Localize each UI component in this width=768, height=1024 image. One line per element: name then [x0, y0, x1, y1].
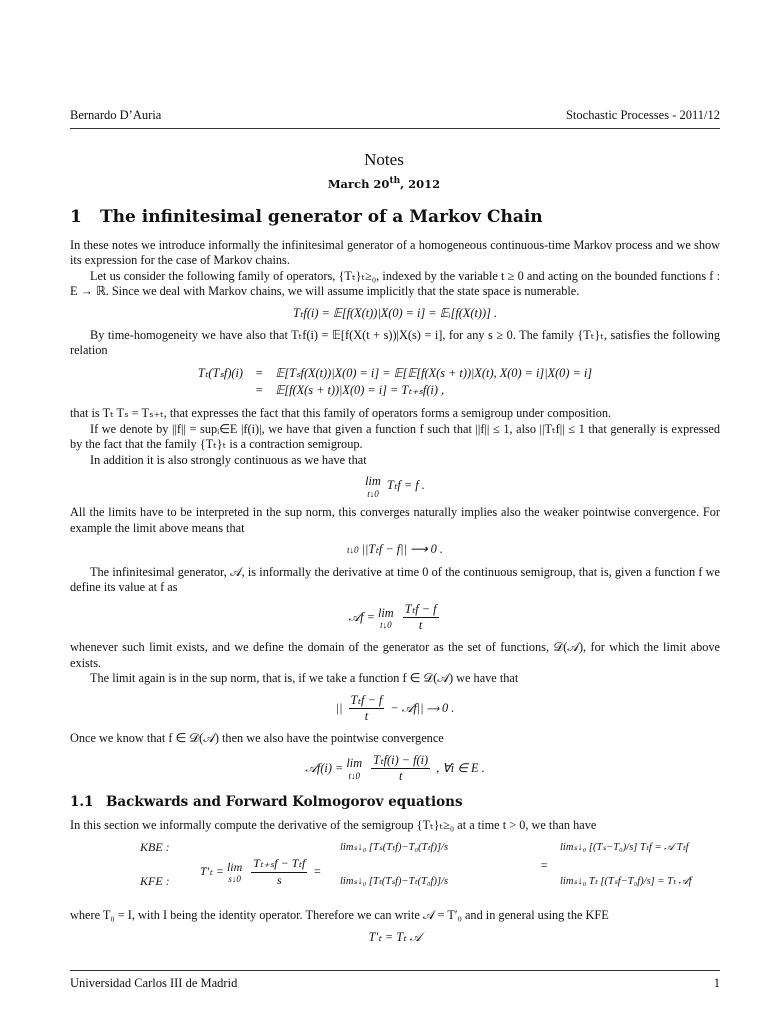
paragraph: The infinitesimal generator, 𝒜, is informally the derivative at time 0 of the continuous semigroup, that is, given a function f we define its value at f as	[70, 564, 720, 595]
arrow-label: t↓0	[347, 545, 359, 556]
equation	[70, 542, 720, 559]
running-footer	[70, 976, 720, 991]
eq-lhs: Tₜ(Tₛf)(i)	[197, 365, 244, 380]
equation	[70, 753, 720, 785]
paragraph: In this section we informally compute the derivative of the semigroup {Tₜ}ₜ≥₀ at a time t > 0, we than have	[70, 818, 597, 833]
eq-body: ||Tₜf − f|| ⟶ 0 .	[361, 542, 443, 557]
eq-rhs: 𝔼[Tₛf(X(t))|X(0) = i] = 𝔼[𝔼[f(X(s + t))|X(t), X(0) = i]|X(0) = i]	[275, 365, 593, 380]
kbe-limit: limₛ↓₀ [Tₛ(Tₜf)−T₀(Tₜf)]/s	[340, 842, 449, 853]
equation: T′ₜ = Tₜ 𝒜	[368, 929, 422, 944]
date-post: , 2012	[400, 176, 441, 191]
eq-sign: =	[255, 365, 264, 380]
kfe-result: limₛ↓₀ Tₜ [(Tₛf−T₀f)/s] = Tₜ 𝒜f	[560, 876, 692, 887]
limit-op: lim t↓0	[365, 474, 381, 499]
header-author: Bernardo D’Auria	[70, 108, 162, 122]
date-sup: th	[389, 176, 401, 186]
paragraph: All the limits have to be interpreted in the sup norm, this converges naturally implies also the weaker pointwise convergence. For example the limit above means that	[70, 504, 720, 535]
section-title: Backwards and Forward Kolmogorov equations	[106, 793, 463, 810]
footer-rule	[70, 970, 720, 971]
footer-institution: Universidad Carlos III de Madrid	[70, 976, 238, 990]
eq-lhs: 𝒜f =	[348, 609, 375, 624]
kbe-label: KBE :	[140, 840, 170, 854]
fraction: $\frac{\text{Tₜf − f}}{t}$	[404, 601, 437, 633]
header-course: Stochastic Processes - 2011/12	[565, 108, 720, 122]
equation	[70, 474, 720, 499]
running-header	[70, 108, 720, 123]
paragraph: In these notes we introduce informally the infinitesimal generator of a homogeneous continuous-time Markov process and we show its expression for the case of Markov chains.	[70, 237, 720, 268]
paragraph: Once we know that f ∈ 𝒟(𝒜) then we also have the pointwise convergence	[70, 731, 444, 746]
paragraph: where T₀ = I, with I being the identity operator. Therefore we can write 𝒜 = T′₀ and in general using the KFE	[70, 908, 609, 922]
section-1-1-heading	[70, 795, 720, 811]
paragraph: In addition it is also strongly continuous as we have that	[90, 452, 367, 467]
limit-op: lim t↓0	[346, 756, 363, 782]
header-rule	[70, 128, 720, 129]
derivative-def: T′ₜ = lim s↓0 $\frac{\text{Tₜ₊ₛf − Tₜf}}{s}$ =	[200, 856, 322, 887]
kbe-result: limₛ↓₀ [(Tₛ−T₀)/s] Tₜf = 𝒜 Tₜf	[560, 842, 689, 853]
paragraph: By time-homogeneity we have also that Tₜf(i) = 𝔼[f(X(t + s))|X(s) = i], for any s ≥ 0. The family {Tₜ}ₜ, satisfies the following relation	[70, 327, 720, 358]
date-pre: March 20	[327, 176, 390, 191]
equation: || $\frac{\text{Tₜf − f}}{t}$ − 𝒜f|| ⟶ 0 .	[335, 692, 455, 724]
eq-lhs: 𝒜f(i) =	[305, 760, 344, 775]
limit-op: lim t↓0	[377, 605, 394, 631]
doc-title: Notes	[364, 150, 404, 169]
kfe-label: KFE :	[140, 874, 170, 888]
doc-body	[70, 207, 720, 951]
paragraph: If we denote by ||f|| = supᵢ∈E |f(i)|, we have that given a function f such that ||f|| ≤ 1, also ||Tₜf|| ≤ 1 that generally is expressed by the fact that the family {Tₜ}ₜ is a contraction semigroup.	[70, 421, 720, 452]
page-number: 1	[713, 976, 720, 990]
paragraph: The limit again is in the sup norm, that is, if we take a function f ∈ 𝒟(𝒜) we have that	[90, 671, 519, 686]
equation	[70, 602, 720, 634]
paragraph: that is Tₜ Tₛ = Tₛ₊ₜ, that expresses the fact that this family of operators forms a semigroup under composition.	[70, 405, 612, 420]
section-number: 1	[70, 207, 82, 227]
kfe-limit: limₛ↓₀ [Tₜ(Tₛf)−Tₜ(T₀f)]/s	[340, 876, 449, 887]
eq-rhs: 𝔼[f(X(s + t))|X(0) = i] = Tₜ₊ₛf(i) ,	[275, 383, 445, 398]
equation-array	[192, 365, 598, 400]
kolmogorov-equations	[140, 840, 720, 902]
fraction: $\frac{\text{Tₜf − f}}{t}$	[350, 692, 383, 724]
doc-date	[0, 176, 768, 191]
section-title: The infinitesimal generator of a Markov Chain	[100, 207, 543, 227]
eq-sign: =	[255, 383, 264, 398]
eq-sign: =	[540, 858, 549, 872]
paragraph: Let us consider the following family of operators, {Tₜ}ₜ≥₀, indexed by the variable t ≥ 0 and acting on the bounded functions f : E → ℝ. Since we deal with Markov chains, we will assume implicitly that the state space is numerable.	[70, 268, 720, 299]
eq-body: , ∀i ∈ E .	[436, 760, 485, 775]
equation: Tₜf(i) = 𝔼[f(X(t))|X(0) = i] = 𝔼ᵢ[f(X(t))] .	[292, 305, 498, 320]
section-1-heading	[70, 207, 720, 227]
paragraph: whenever such limit exists, and we define the domain of the generator as the set of functions, 𝒟(𝒜), for which the limit above exists.	[70, 640, 720, 670]
eq-body: − 𝒜f|| ⟶ 0 .	[390, 700, 455, 715]
eq-body: Tₜf = f .	[386, 478, 425, 493]
section-number: 1.1	[70, 793, 94, 810]
fraction: $\frac{\text{Tₜf(i) − f(i)}}{t}$	[373, 752, 429, 784]
